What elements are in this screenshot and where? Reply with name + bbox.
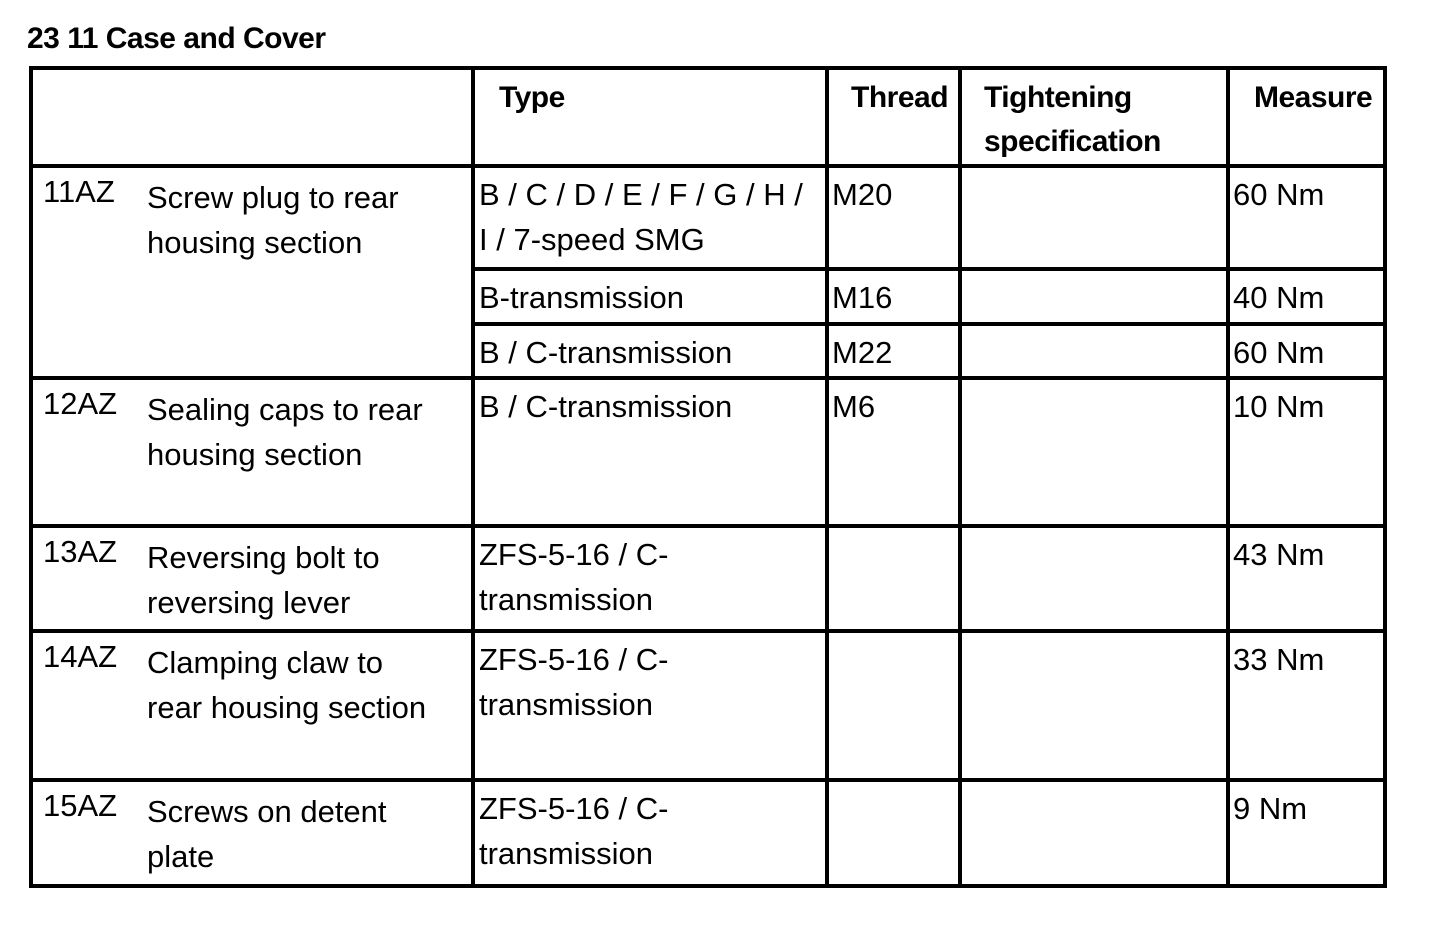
row-description: Screws on detent plate bbox=[147, 794, 387, 874]
table-row bbox=[31, 166, 1385, 269]
document-title: 23 11 Case and Cover bbox=[27, 22, 326, 55]
table-row bbox=[31, 526, 1385, 631]
type-cell: B / C-transmission bbox=[473, 324, 827, 378]
type-cell: B-transmission bbox=[473, 269, 827, 324]
row-description: Screw plug to rear housing section bbox=[147, 180, 399, 260]
header-thread: Thread bbox=[827, 68, 960, 166]
header-tightening-specification: Tightening specification bbox=[960, 68, 1228, 166]
type-cell: B / C-transmission bbox=[473, 378, 827, 526]
thread-cell bbox=[827, 780, 960, 886]
tightening-cell bbox=[960, 631, 1228, 780]
measure-cell: 60 Nm bbox=[1228, 324, 1385, 378]
tightening-cell bbox=[960, 324, 1228, 378]
header-measure: Measure bbox=[1228, 68, 1385, 166]
type-cell: ZFS-5-16 / C-transmission bbox=[473, 526, 827, 631]
measure-cell: 40 Nm bbox=[1228, 269, 1385, 324]
row-description-cell bbox=[31, 378, 473, 526]
thread-cell: M22 bbox=[827, 324, 960, 378]
tightening-cell bbox=[960, 166, 1228, 269]
thread-cell bbox=[827, 526, 960, 631]
row-description: Sealing caps to rear housing section bbox=[147, 392, 423, 472]
thread-cell: M20 bbox=[827, 166, 960, 269]
tightening-cell bbox=[960, 526, 1228, 631]
row-code: 11AZ bbox=[43, 174, 115, 209]
row-code: 13AZ bbox=[43, 534, 118, 569]
tightening-cell bbox=[960, 780, 1228, 886]
row-description-cell bbox=[31, 631, 473, 780]
row-description-cell bbox=[31, 526, 473, 631]
row-code: 12AZ bbox=[43, 386, 118, 421]
thread-cell: M16 bbox=[827, 269, 960, 324]
type-cell: ZFS-5-16 / C-transmission bbox=[473, 780, 827, 886]
thread-cell: M6 bbox=[827, 378, 960, 526]
measure-cell: 33 Nm bbox=[1228, 631, 1385, 780]
row-description: Clamping claw to rear housing section bbox=[147, 645, 427, 725]
measure-cell: 43 Nm bbox=[1228, 526, 1385, 631]
header-type: Type bbox=[473, 68, 827, 166]
torque-spec-table bbox=[29, 66, 1387, 888]
header-description bbox=[31, 68, 473, 166]
type-cell: B / C / D / E / F / G / H / I / 7-speed SMG bbox=[473, 166, 827, 269]
tightening-cell bbox=[960, 269, 1228, 324]
tightening-cell bbox=[960, 378, 1228, 526]
measure-cell: 10 Nm bbox=[1228, 378, 1385, 526]
table-row bbox=[31, 631, 1385, 780]
row-code: 14AZ bbox=[43, 639, 118, 674]
type-cell: ZFS-5-16 / C-transmission bbox=[473, 631, 827, 780]
row-description: Reversing bolt to reversing lever bbox=[147, 540, 380, 620]
table-row bbox=[31, 378, 1385, 526]
table-row bbox=[31, 780, 1385, 886]
measure-cell: 9 Nm bbox=[1228, 780, 1385, 886]
row-description-cell bbox=[31, 166, 473, 378]
measure-cell: 60 Nm bbox=[1228, 166, 1385, 269]
thread-cell bbox=[827, 631, 960, 780]
row-description-cell bbox=[31, 780, 473, 886]
row-code: 15AZ bbox=[43, 788, 118, 823]
header-row bbox=[31, 68, 1385, 166]
